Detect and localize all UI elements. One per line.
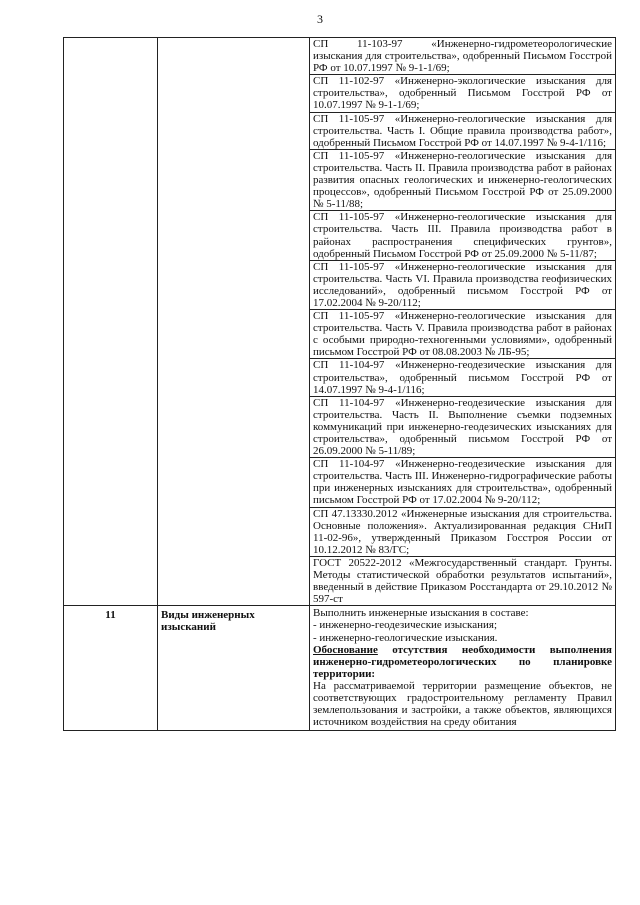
cell-number-empty [64, 38, 158, 606]
reference-item: ГОСТ 20522-2012 «Межгосударственный стандарт. Грунты. Методы статистической обработки результатов испытаний», введенный в действие Приказом Росстандарта от 29.10.2012 № 597-ст [310, 556, 615, 605]
reference-item: СП 11-104-97 «Инженерно-геодезические изыскания для строительства. Часть II. Выполнение съемки подземных коммуникаций при инженерно-геодезических изысканиях для строительства», одобренный письмом Госстрой РФ от 26.09.2000 № 5-11/89; [310, 396, 615, 457]
reference-item: СП 11-105-97 «Инженерно-геологические изыскания для строительства. Часть VI. Правила производства геофизических исследований», одобренный письмом Госстрой РФ от 17.02.2004 № 9-20/112; [310, 260, 615, 309]
row-label: Виды инженерных изысканий [158, 606, 310, 731]
reference-item: СП 11-103-97 «Инженерно-гидрометеорологические изыскания для строительства», одобренный Письмом Госстрой РФ от 10.07.1997 № 9-1-1/69; [313, 38, 612, 75]
reference-item: СП 47.13330.2012 «Инженерные изыскания для строительства. Основные положения». Актуализированная редакция СНиП 11-02-96», утвержденный Приказом Госстроя России от 10.12.2012 № 83/ГС; [310, 507, 615, 556]
list-item: - инженерно-геологические изыскания. [313, 631, 498, 644]
reference-item: СП 11-105-97 «Инженерно-геологические изыскания для строительства. Часть V. Правила производства работ в районах с особыми природно-техногенными условиями», одобренный письмом Госстрой РФ от 08.08.2003 № ЛБ-95; [310, 309, 615, 358]
intro-text: Выполнить инженерные изыскания в составе: [313, 607, 529, 620]
page-number: 3 [317, 12, 323, 26]
reference-item: СП 11-102-97 «Инженерно-экологические изыскания для строительства», одобренный Письмом Госстрой РФ от 10.07.1997 № 9-1-1/69; [310, 74, 615, 111]
reference-item: СП 11-104-97 «Инженерно-геодезические изыскания для строительства», одобренный письмом Госстрой РФ от 14.07.1997 № 9-4-1/116; [310, 358, 615, 395]
row-number: 11 [64, 606, 158, 731]
justification-word: Обоснование [313, 643, 378, 656]
reference-item: СП 11-104-97 «Инженерно-геодезические изыскания для строительства. Часть III. Инженерно-гидрографические работы при инженерных изысканиях для строительства», одобренный письмом Госстрой РФ от 17.02.2004 № 9-20/112; [310, 457, 615, 506]
cell-label-empty [158, 38, 310, 606]
table-row-continued [64, 38, 616, 606]
reference-item: СП 11-105-97 «Инженерно-геологические изыскания для строительства. Часть III. Правила производства работ в районах распространения специфических грунтов», одобренный Письмом Госстрой РФ от 25.09.2000 № 5-11/87; [310, 210, 615, 259]
list-item: - инженерно-геодезические изыскания; [313, 619, 498, 632]
reference-item: СП 11-105-97 «Инженерно-геологические изыскания для строительства. Часть II. Правила производства работ в районах развития опасных геологических и инженерно-геологических процессов», одобренный Письмом Госстрой РФ от 25.09.2000 № 5-11/88; [310, 149, 615, 210]
justification-heading [313, 644, 612, 680]
cell-references [310, 38, 616, 606]
table-row-11 [64, 606, 616, 731]
cell-content [310, 606, 616, 731]
justification-paragraph: На рассматриваемой территории размещение объектов, не соответствующих градостроительному регламенту Правил землепользования и застройки, а также объектов, являющихся источником воздействия на среду обитания [313, 679, 612, 729]
reference-item: СП 11-105-97 «Инженерно-геологические изыскания для строительства. Часть I. Общие правила производства работ», одобренный Письмом Госстрой РФ от 14.07.1997 № 9-4-1/116; [310, 112, 615, 149]
justification-rest: отсутствия необходимости выполнения инженерно-гидрометеорологических по планировке территории: [313, 643, 612, 680]
requirements-table [63, 37, 616, 731]
